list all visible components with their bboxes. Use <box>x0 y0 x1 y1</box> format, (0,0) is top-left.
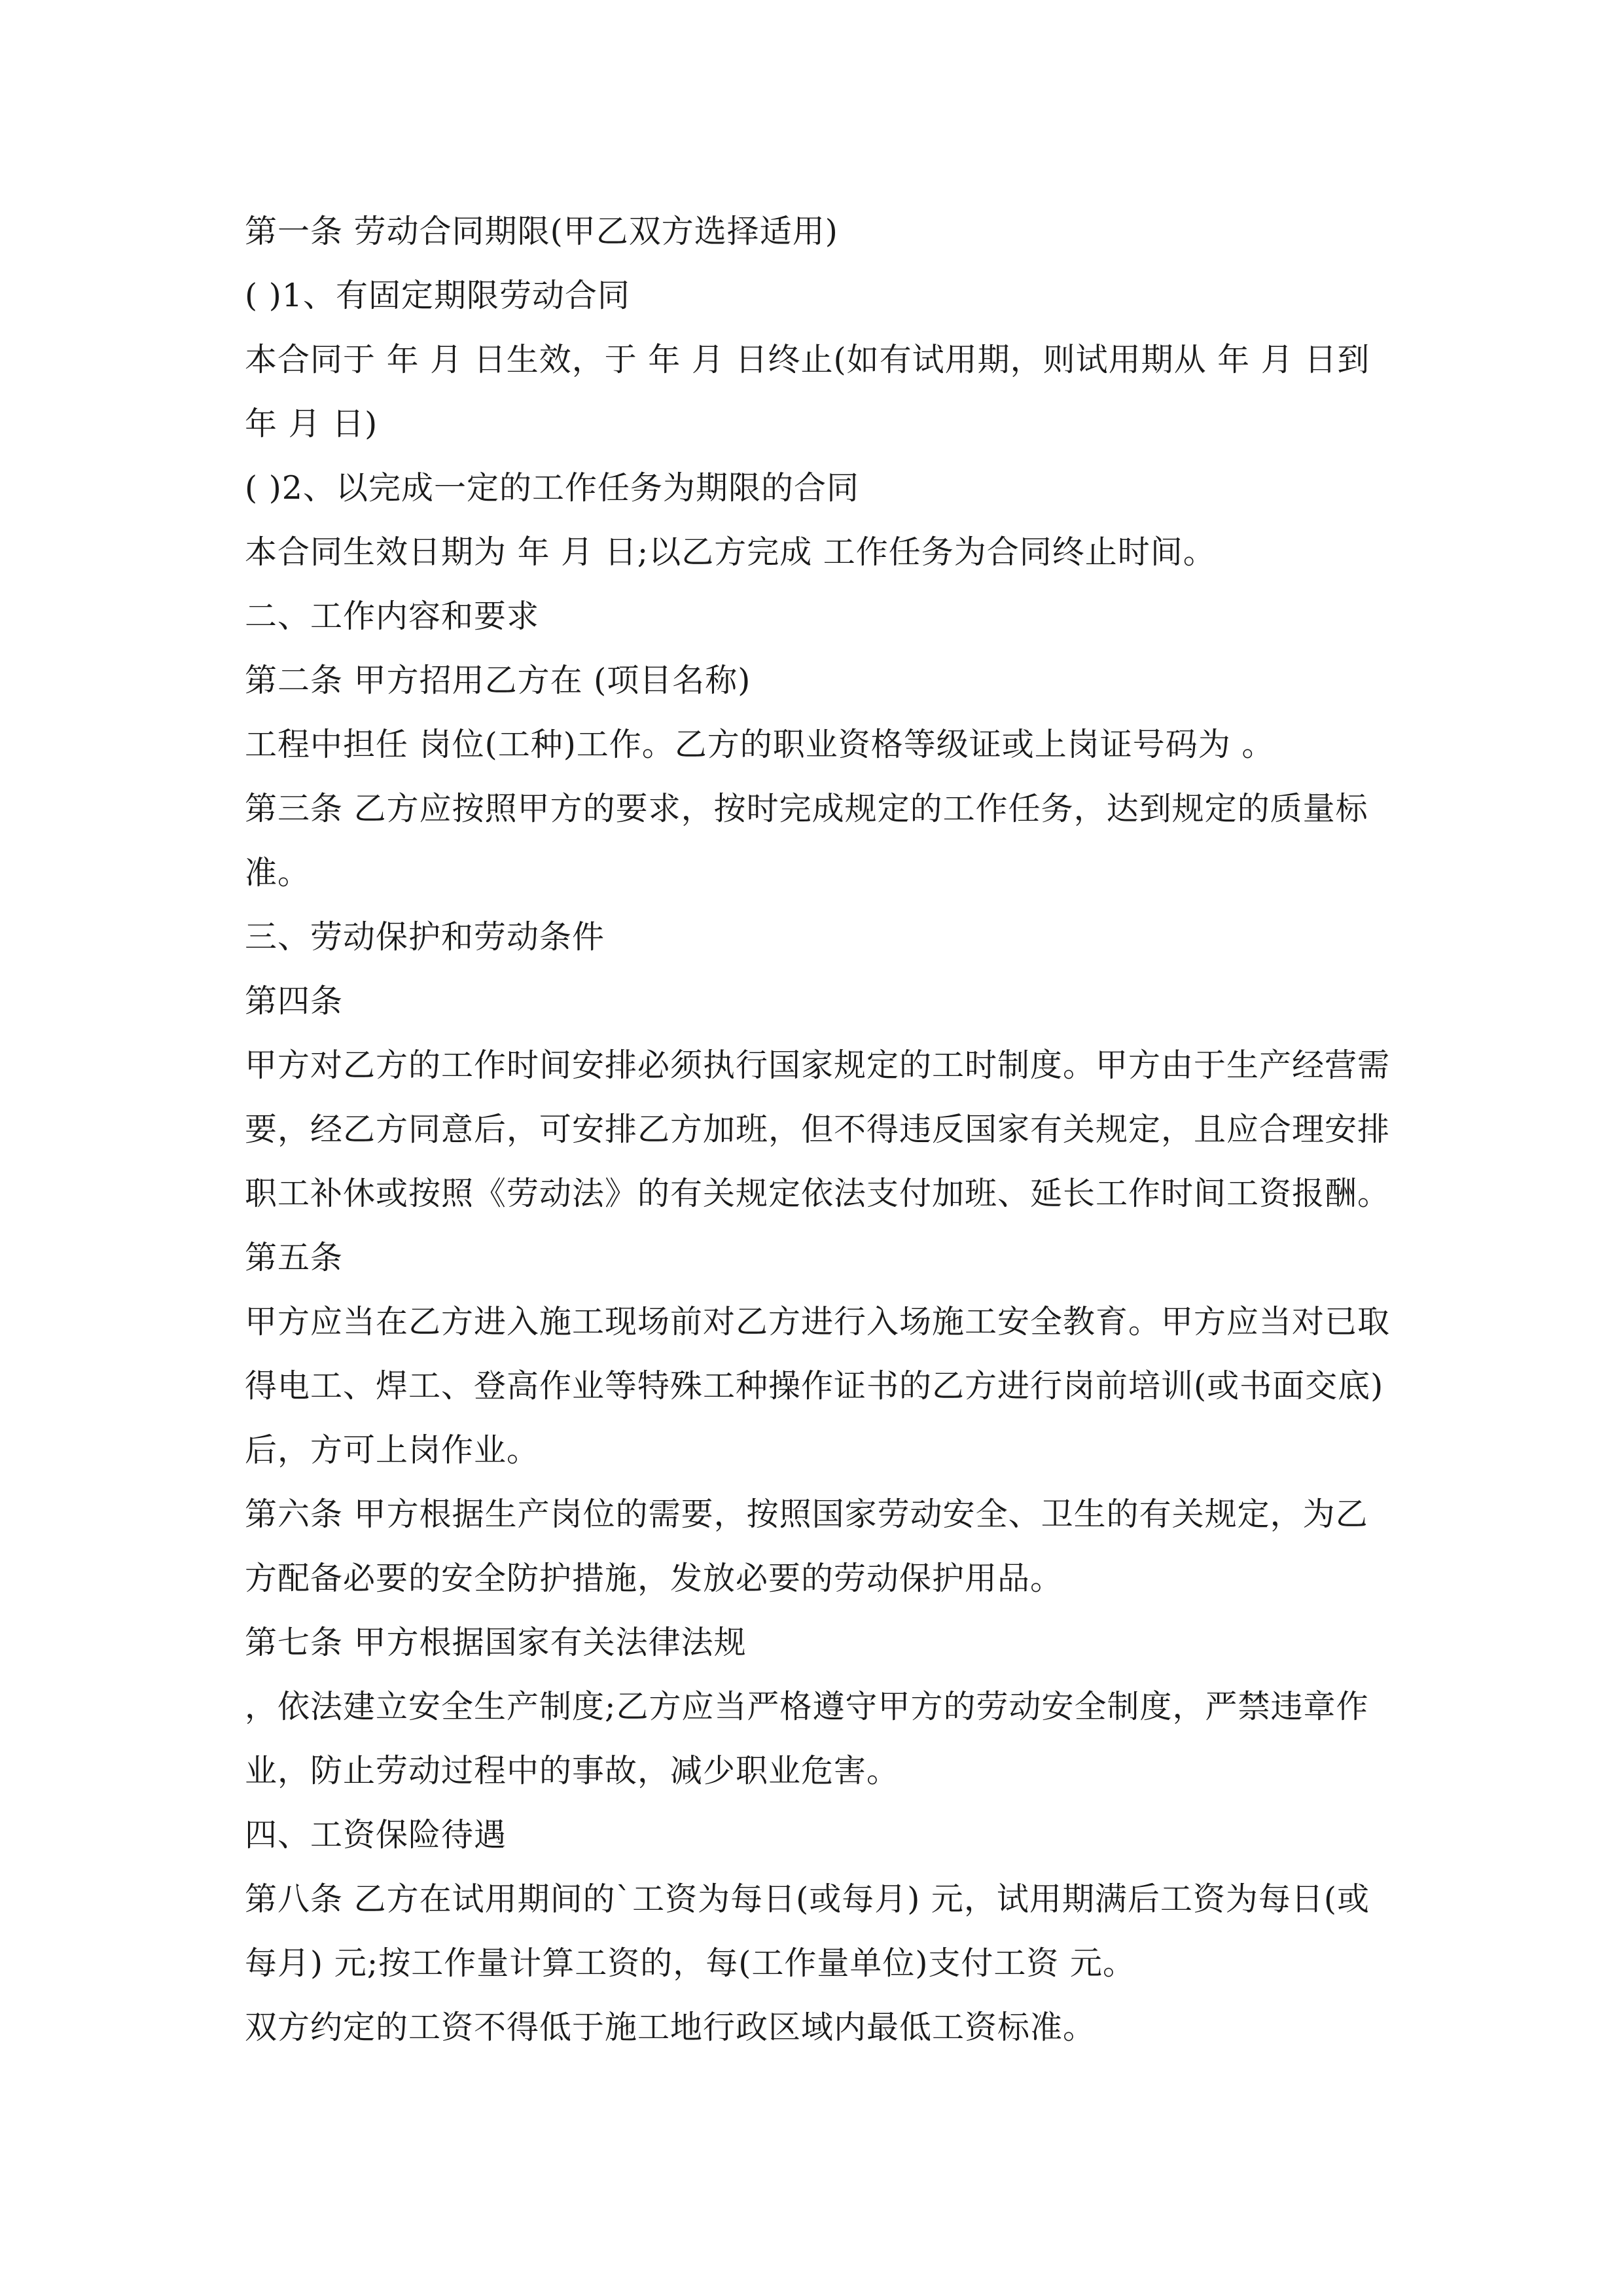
paragraph-line: 本合同生效日期为 年 月 日;以乙方完成 工作任务为合同终止时间。 <box>245 533 1216 571</box>
article-8-text: 第八条 乙方在试用期间的`工资为每日(或每月) 元，试用期满后工资为每日(或 <box>245 1880 1370 1918</box>
paragraph-line: 业，防止劳动过程中的事故，减少职业危害。 <box>245 1752 900 1789</box>
paragraph-line: 双方约定的工资不得低于施工地行政区域内最低工资标准。 <box>245 2009 1096 2046</box>
article-1-heading: 第一条 劳动合同期限(甲乙双方选择适用) <box>245 213 838 250</box>
article-5-heading: 第五条 <box>245 1239 344 1276</box>
paragraph-line: 本合同于 年 月 日生效，于 年 月 日终止(如有试用期，则试用期从 年 月 日到 <box>245 341 1370 378</box>
paragraph-line: 要，经乙方同意后，可安排乙方加班，但不得违反国家有关规定，且应合理安排 <box>245 1111 1391 1148</box>
article-7-heading: 第七条 甲方根据国家有关法律法规 <box>245 1624 747 1661</box>
section-2-heading: 二、工作内容和要求 <box>245 598 540 635</box>
section-3-heading: 三、劳动保护和劳动条件 <box>245 918 605 956</box>
option-2-task-based: ( )2、以完成一定的工作任务为期限的合同 <box>245 469 859 507</box>
article-3-text: 第三条 乙方应按照甲方的要求，按时完成规定的工作任务，达到规定的质量标 <box>245 790 1368 827</box>
article-2-heading: 第二条 甲方招用乙方在 (项目名称) <box>245 662 751 699</box>
document-body <box>245 200 1391 2060</box>
paragraph-line: 职工补休或按照《劳动法》的有关规定依法支付加班、延长工作时间工资报酬。 <box>245 1175 1391 1212</box>
option-1-fixed-term: ( )1、有固定期限劳动合同 <box>245 277 630 314</box>
paragraph-line: 年 月 日) <box>245 405 378 442</box>
paragraph-line: ，依法建立安全生产制度;乙方应当严格遵守甲方的劳动安全制度，严禁违章作 <box>245 1688 1369 1725</box>
paragraph-line: 得电工、焊工、登高作业等特殊工种操作证书的乙方进行岗前培训(或书面交底) <box>245 1367 1384 1405</box>
paragraph-line: 方配备必要的安全防护措施，发放必要的劳动保护用品。 <box>245 1560 1063 1597</box>
article-6-text: 第六条 甲方根据生产岗位的需要，按照国家劳动安全、卫生的有关规定，为乙 <box>245 1496 1368 1533</box>
article-4-heading: 第四条 <box>245 982 344 1020</box>
paragraph-line: 工程中担任 岗位(工种)工作。乙方的职业资格等级证或上岗证号码为 。 <box>245 726 1275 763</box>
section-4-heading: 四、工资保险待遇 <box>245 1816 507 1854</box>
paragraph-line: 甲方对乙方的工作时间安排必须执行国家规定的工时制度。甲方由于生产经营需 <box>245 1047 1391 1084</box>
paragraph-line: 后，方可上岗作业。 <box>245 1431 540 1469</box>
paragraph-line: 每月) 元;按工作量计算工资的，每(工作量单位)支付工资 元。 <box>245 1945 1136 1982</box>
paragraph-line: 甲方应当在乙方进入施工现场前对乙方进行入场施工安全教育。甲方应当对已取 <box>245 1303 1391 1340</box>
paragraph-line: 准。 <box>245 854 311 891</box>
